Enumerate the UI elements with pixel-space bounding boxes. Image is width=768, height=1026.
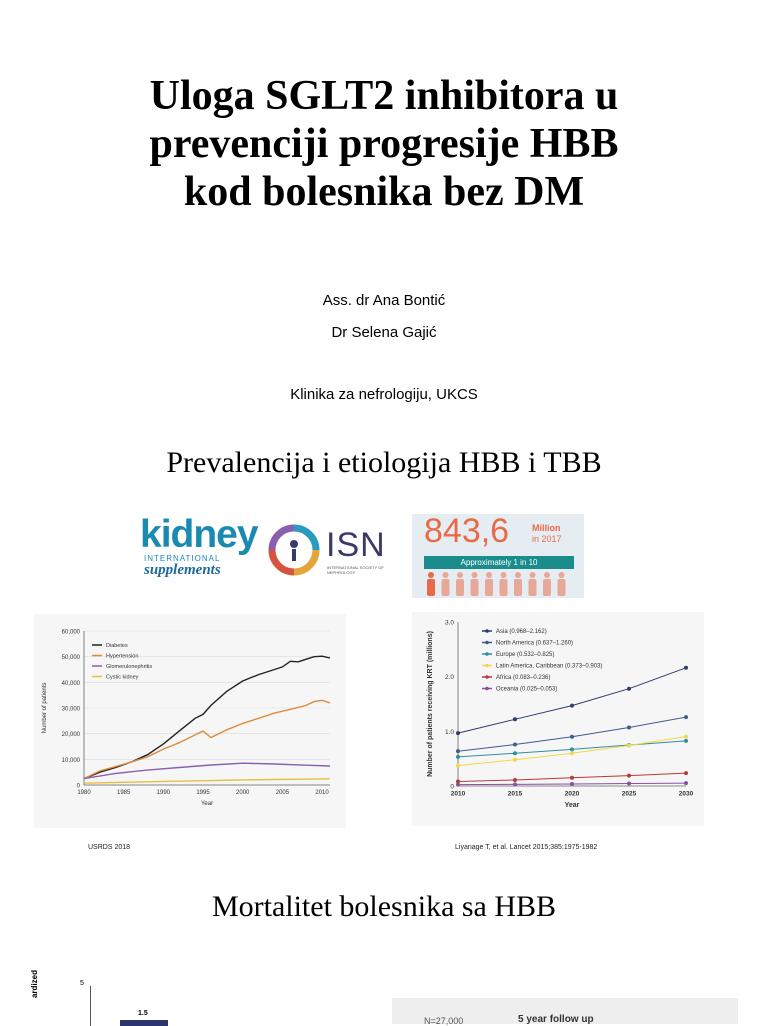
people-pictogram: [424, 571, 574, 597]
person-icon: [514, 572, 522, 596]
x-tick-label: 2020: [564, 790, 580, 798]
section-title-prevalence: Prevalencija i etiologija HBB i TBB: [166, 446, 602, 479]
chart-krt: [412, 612, 704, 826]
author-1: Ass. dr Ana Bontić: [322, 292, 446, 309]
data-point: [627, 687, 631, 691]
legend-marker: [485, 629, 489, 633]
slide-title: [0, 72, 768, 216]
data-point: [627, 744, 631, 748]
data-point: [570, 735, 574, 739]
data-point: [684, 715, 688, 719]
y-tick-label: 3.0: [444, 619, 454, 627]
person-icon: [529, 572, 537, 596]
legend-label: Hypertension: [106, 653, 139, 660]
data-point: [684, 735, 688, 739]
legend-label: Latin America, Caribbean (0.373–0.903): [496, 663, 603, 670]
isn-small-text: INTERNATIONAL SOCIETY OF NEPHROLOGY: [327, 565, 384, 575]
legend-label: Asia (0.968–2.162): [496, 629, 547, 636]
x-axis-label: Year: [200, 801, 214, 807]
person-icon: [471, 572, 479, 596]
data-point: [684, 739, 688, 743]
stat-unit-line2: in 2017: [532, 534, 562, 544]
series-line: [458, 717, 686, 751]
legend-label: North America (0.637–1.260): [496, 640, 574, 647]
author-2: Dr Selena Gajić: [331, 324, 437, 341]
mortality-axis: [90, 986, 91, 1026]
title-line: kod bolesnika bez DM: [183, 169, 585, 215]
x-tick-label: 2005: [275, 790, 290, 796]
x-axis-label: Year: [564, 802, 580, 809]
data-point: [513, 742, 517, 746]
chart-usrds-svg: [34, 614, 346, 828]
legend-marker: [485, 664, 489, 668]
x-tick-label: 1985: [116, 790, 131, 796]
data-point: [513, 778, 517, 782]
person-icon: [427, 572, 435, 596]
legend-marker: [485, 652, 489, 656]
person-icon: [485, 572, 493, 596]
y-tick-label: 0: [76, 783, 80, 790]
prevalence-infographic: [412, 514, 584, 598]
data-point: [570, 776, 574, 780]
data-point: [456, 749, 460, 753]
y-tick-label: 20,000: [61, 732, 80, 739]
legend-label: Glomerulonephritis: [106, 664, 153, 671]
chart-usrds: [34, 614, 346, 828]
mortality-bar: [120, 1020, 168, 1026]
x-tick-label: 1995: [196, 790, 210, 796]
logo-word-supplements: supplements: [144, 562, 221, 578]
data-point: [684, 781, 688, 785]
stat-unit-line1: Million: [532, 523, 561, 533]
legend-label: Africa (0.083–0.236): [496, 675, 551, 682]
stat-value: 843,6: [424, 512, 510, 550]
data-point: [627, 726, 631, 730]
data-point: [513, 751, 517, 755]
data-point: [570, 751, 574, 755]
study-panel-partial: [392, 998, 738, 1024]
mortality-ylabel: ardized: [30, 969, 39, 998]
y-tick-label: 10,000: [61, 757, 80, 764]
x-tick-label: 2010: [450, 790, 466, 798]
isn-text: ISN: [326, 526, 386, 564]
mortality-tick: 5: [80, 980, 84, 987]
data-point: [456, 755, 460, 759]
y-tick-label: 2.0: [444, 674, 454, 682]
section-title-mortality: Mortalitet bolesnika sa HBB: [211, 890, 557, 923]
y-tick-label: 0: [450, 783, 454, 791]
data-point: [456, 731, 460, 735]
x-tick-label: 2025: [621, 790, 637, 798]
logo-word-international: INTERNATIONAL: [144, 554, 221, 563]
data-point: [684, 771, 688, 775]
y-tick-label: 60,000: [61, 629, 80, 636]
person-icon: [456, 572, 464, 596]
affiliation: Klinika za nefrologiju, UKCS: [290, 386, 478, 403]
legend-label: Europe (0.532–0.825): [496, 652, 555, 659]
person-icon: [442, 572, 450, 596]
mortality-bar-label: 1.5: [138, 1010, 148, 1017]
isn-logo: [266, 522, 396, 582]
caption-usrds: USRDS 2018: [88, 844, 131, 851]
data-point: [456, 783, 460, 787]
title-line: Uloga SGLT2 inhibitora u: [149, 73, 619, 119]
legend-marker: [485, 641, 489, 645]
data-point: [513, 717, 517, 721]
caption-liyanage: Liyanage T, et al. Lancet 2015;385:1975-1982: [455, 844, 598, 851]
legend-label: Cystic kidney: [106, 674, 139, 681]
study-n: N=27,000: [424, 1016, 464, 1026]
title-line: prevenciji progresije HBB: [149, 121, 619, 167]
person-icon: [558, 572, 566, 596]
x-tick-label: 2010: [315, 790, 329, 796]
data-point: [456, 764, 460, 768]
study-followup: 5 year follow up: [518, 1014, 594, 1025]
legend-label: Diabetes: [106, 643, 128, 650]
y-axis-label: Number of patients: [42, 682, 48, 734]
data-point: [570, 782, 574, 786]
y-axis-label: Number of patients receiving KRT (millions): [427, 631, 434, 777]
legend-label: Oceania (0.025–0.053): [496, 686, 558, 693]
logo-word-kidney: kidney: [140, 513, 258, 556]
person-icon: [543, 572, 551, 596]
chart-krt-svg: [412, 612, 704, 826]
legend-marker: [485, 675, 489, 679]
data-point: [684, 666, 688, 670]
data-point: [570, 704, 574, 708]
x-tick-label: 2015: [507, 790, 523, 798]
y-tick-label: 50,000: [61, 655, 80, 662]
x-tick-label: 1980: [77, 790, 91, 796]
data-point: [627, 774, 631, 778]
y-tick-label: 1.0: [444, 728, 454, 736]
x-tick-label: 2030: [678, 790, 694, 798]
data-point: [513, 782, 517, 786]
y-tick-label: 30,000: [61, 706, 80, 713]
person-icon: [500, 572, 508, 596]
legend-marker: [485, 687, 489, 691]
data-point: [627, 782, 631, 786]
x-tick-label: 1990: [156, 790, 171, 796]
data-point: [570, 747, 574, 751]
y-tick-label: 40,000: [61, 680, 80, 687]
kidney-international-logo: [140, 513, 260, 586]
x-tick-label: 2000: [236, 790, 250, 796]
isn-emblem-icon: [266, 522, 322, 578]
mortality-chart-partial: [30, 969, 180, 1024]
series-line: [84, 700, 330, 778]
data-point: [513, 758, 517, 762]
series-line: [84, 779, 330, 783]
approx-banner: Approximately 1 in 10: [424, 556, 574, 569]
